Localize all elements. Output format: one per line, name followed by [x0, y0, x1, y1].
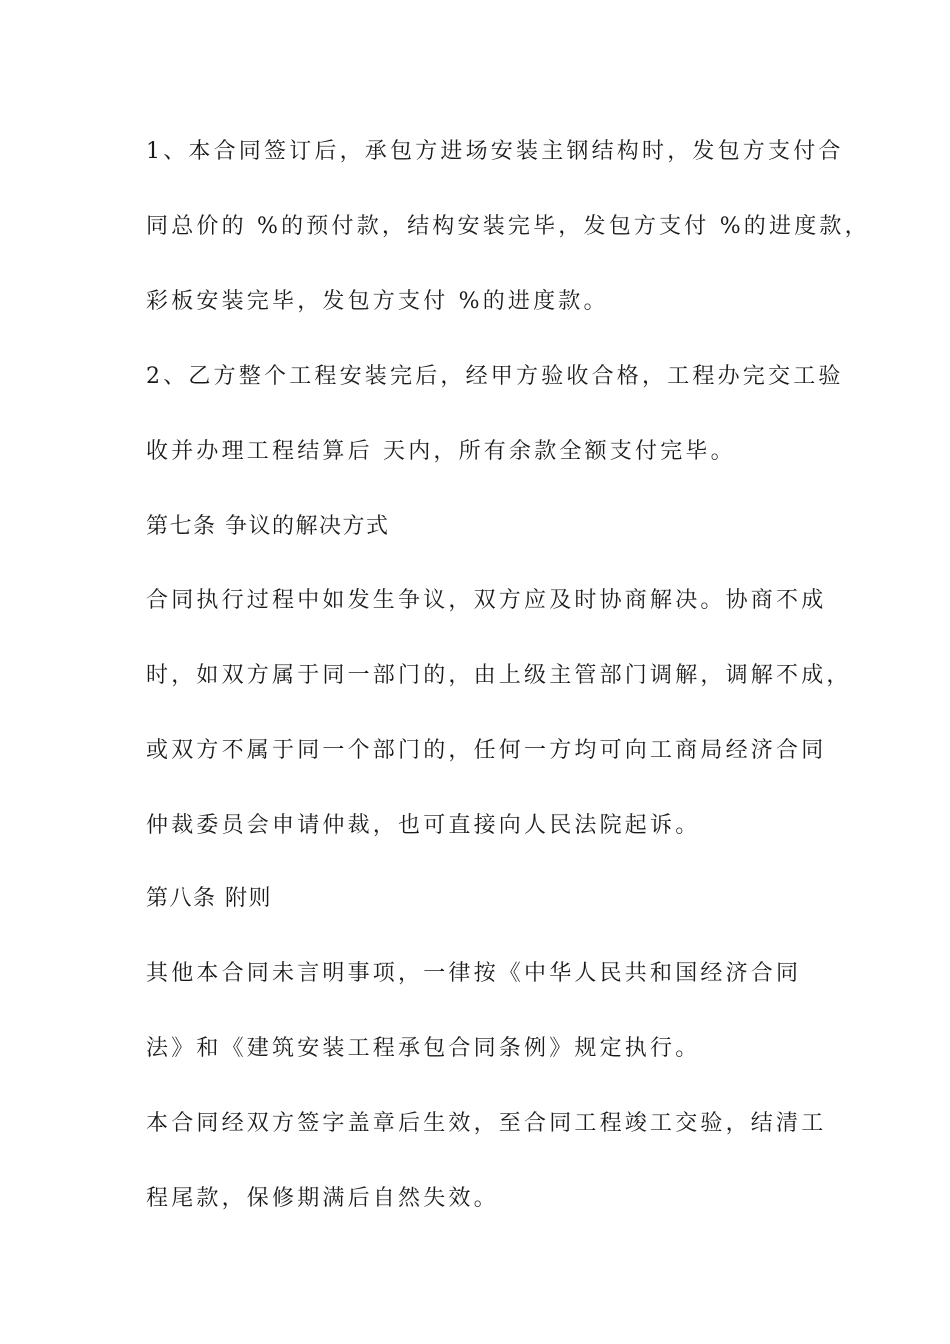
dispute-paragraph-line-1: 合同执行过程中如发生争议，双方应及时协商解决。协商不成 — [146, 588, 827, 613]
effectiveness-paragraph-line-2: 程尾款，保修期满后自然失效。 — [146, 1186, 499, 1211]
payment-clause-1-line-1: 1、本合同签订后，承包方进场安装主钢结构时，发包方支付合 — [146, 139, 844, 164]
payment-clause-1-line-3: 彩板安装完毕，发包方支付 %的进度款。 — [146, 289, 609, 314]
article-7-heading: 第七条 争议的解决方式 — [146, 514, 390, 539]
article-8-heading: 第八条 附则 — [146, 886, 272, 911]
effectiveness-paragraph-line-1: 本合同经双方签字盖章后生效，至合同工程竣工交验，结清工 — [146, 1111, 827, 1136]
dispute-paragraph-line-4: 仲裁委员会申请仲裁，也可直接向人民法院起诉。 — [146, 813, 701, 838]
dispute-paragraph-line-3: 或双方不属于同一个部门的，任何一方均可向工商局经济合同 — [146, 738, 827, 763]
payment-clause-2-line-1: 2、乙方整个工程安装完后，经甲方验收合格，工程办完交工验 — [146, 364, 844, 389]
supplementary-paragraph-line-2: 法》和《建筑安装工程承包合同条例》规定执行。 — [146, 1036, 701, 1061]
payment-clause-1-line-2: 同总价的 %的预付款，结构安装完毕，发包方支付 %的进度款， — [146, 214, 870, 239]
supplementary-paragraph-line-1: 其他本合同未言明事项，一律按《中华人民共和国经济合同 — [146, 961, 802, 986]
dispute-paragraph-line-2: 时，如双方属于同一部门的，由上级主管部门调解，调解不成， — [146, 663, 852, 688]
payment-clause-2-line-2: 收并办理工程结算后 天内，所有余款全额支付完毕。 — [146, 439, 736, 464]
